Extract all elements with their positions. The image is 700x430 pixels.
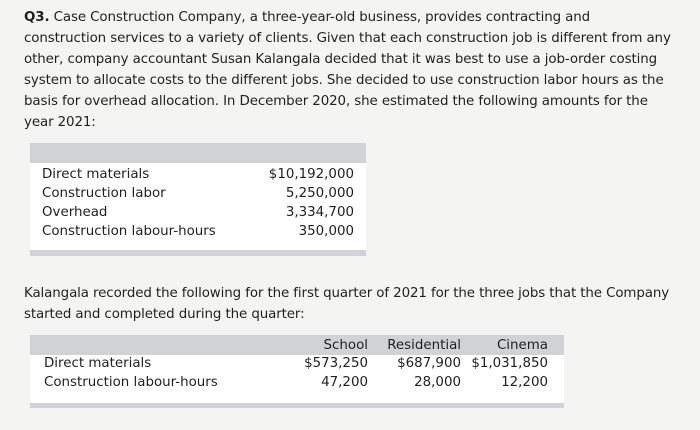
table-row xyxy=(42,202,354,222)
row-label: Construction labour-hours xyxy=(42,223,216,239)
table-footer-bar xyxy=(30,250,366,256)
cell-value: 12,200 xyxy=(501,375,548,390)
table-row xyxy=(42,221,354,241)
column-header-school: School xyxy=(323,338,368,353)
cell-value: $1,031,850 xyxy=(471,356,548,371)
question-intro xyxy=(24,7,674,133)
table-header-bar xyxy=(30,143,366,163)
cell-value: 47,200 xyxy=(321,375,368,390)
row-value: 5,250,000 xyxy=(285,185,354,201)
row-label: Direct materials xyxy=(42,166,150,182)
row-value: 3,334,700 xyxy=(285,204,354,220)
cell-value: $687,900 xyxy=(397,356,461,371)
row-label: Construction labour-hours xyxy=(44,375,218,390)
table-row xyxy=(42,164,354,184)
column-header-residential: Residential xyxy=(387,338,461,353)
quarter-text: Kalangala recorded the following for the first quarter of 2021 for the three jobs that the Company started and completed during the quarter: xyxy=(24,286,670,322)
column-header-cinema: Cinema xyxy=(496,338,548,353)
row-label: Overhead xyxy=(42,204,108,220)
row-value: $10,192,000 xyxy=(268,166,354,182)
row-label: Construction labor xyxy=(42,185,166,201)
row-value: 350,000 xyxy=(298,223,354,239)
table-row xyxy=(42,183,354,203)
cell-value: $573,250 xyxy=(304,356,368,371)
row-label: Direct materials xyxy=(44,356,152,371)
estimates-table xyxy=(30,143,366,256)
jobs-table xyxy=(30,335,564,408)
question-number: Q3. xyxy=(24,10,50,25)
cell-value: 28,000 xyxy=(414,375,461,390)
table-footer-bar xyxy=(30,403,564,408)
question-text: Case Construction Company, a three-year-old business, provides contracting and construction services to a variety of clients. Given that each construction job is different from any other, company accountant Susan Kalangala decided that it was best to use a job-order costing system to allocate costs to the different jobs. She decided to use construction labor hours as the basis for overhead allocation. In December 2020, she estimated the following amounts for the year 2021: xyxy=(24,10,671,130)
